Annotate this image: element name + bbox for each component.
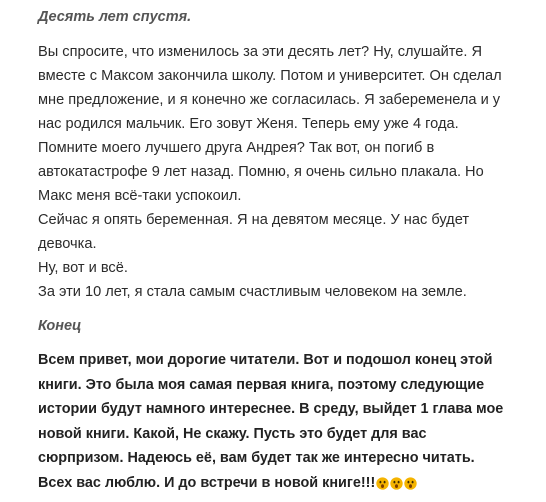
astonished-face-icon: [376, 477, 389, 490]
section-heading-ten-years-later: Десять лет спустя.: [38, 9, 192, 25]
astonished-face-icon: [404, 477, 417, 490]
story-paragraph-1: Вы спросите, что изменилось за эти десять лет? Ну, слушайте. Я вместе с Максом закончила школу. Потом и университет. Он сделал мне предложение, и я конечно же согласилась. Я забеременела и у нас родился мальчик. Его зовут Женя. Теперь ему уже 4 года. Помните моего лучшего друга Андрея? Так вот, он погиб в автокатастрофе 9 лет назад. Помню, я очень сильно плакала. Но Макс меня всё-таки успокоил.: [38, 44, 502, 204]
story-body: [38, 40, 508, 304]
section-heading-end: Конец: [38, 318, 82, 334]
afterword-text: Всем привет, мои дорогие читатели. Вот и подошол конец этой книги. Это была моя самая первая книга, поэтому следующие истории будут намного интереснее. В среду, выйдет 1 глава мое новой книги. Какой, Не скажу. Пусть это будет для вас сюрпризом. Надеюсь её, вам будет так же интересно читать. Всех вас люблю. И до встречи в новой книге!!!: [38, 352, 504, 491]
astonished-face-icon: [390, 477, 403, 490]
story-paragraph-2: Сейчас я опять беременная. Я на девятом месяце. У нас будет девочка.: [38, 212, 470, 252]
author-afterword: [38, 348, 508, 495]
afterword-paragraph: [38, 348, 508, 495]
story-paragraph-4: За эти 10 лет, я стала самым счастливым человеком на земле.: [38, 284, 467, 300]
emoji-row: [376, 477, 417, 490]
story-paragraph-3: Ну, вот и всё.: [38, 260, 128, 276]
